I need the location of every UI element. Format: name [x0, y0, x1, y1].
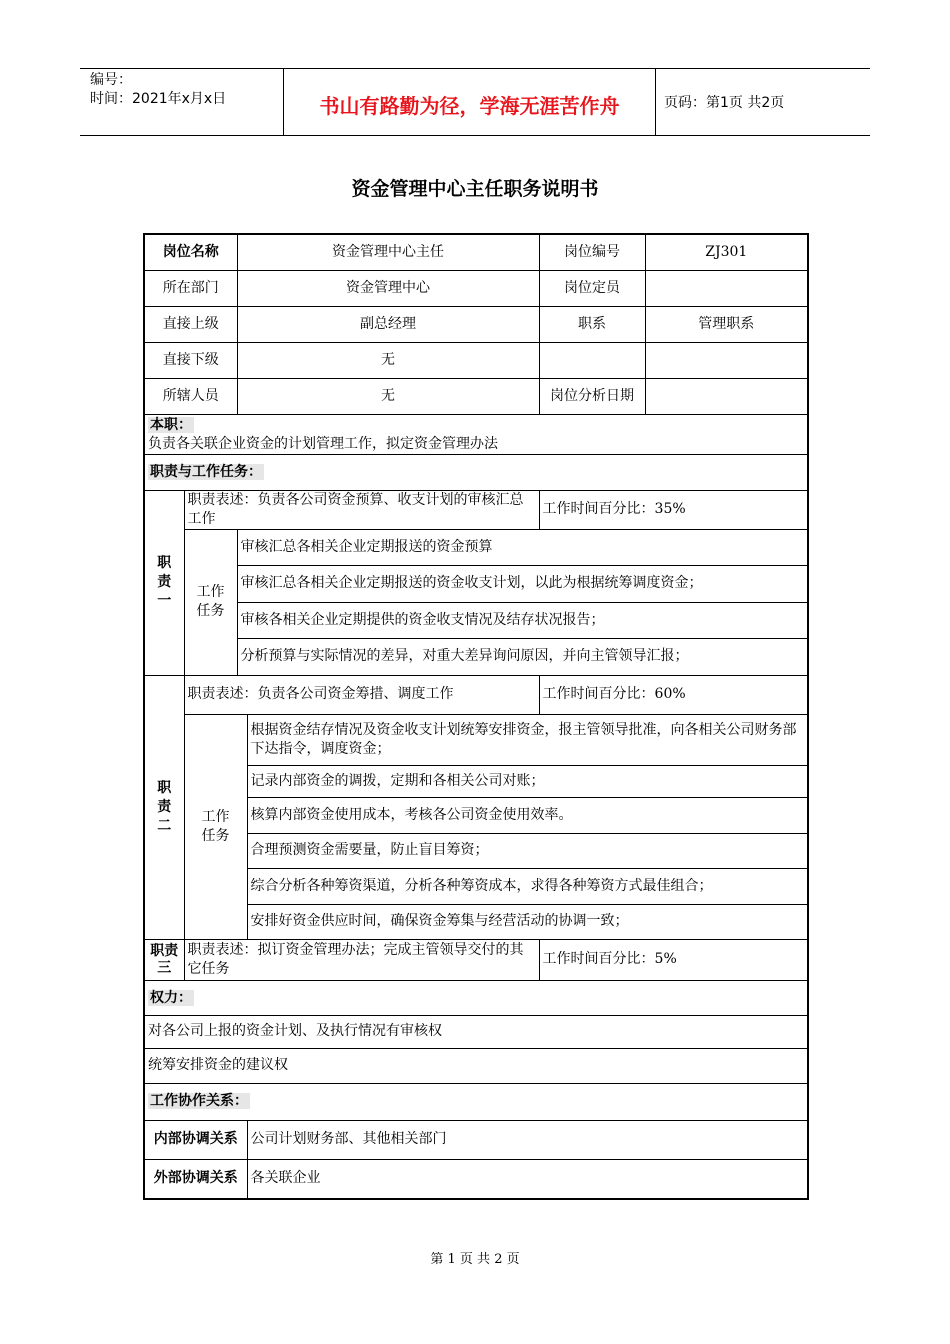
duty-1-task-3: 审核各相关企业定期提供的资金收支情况及结存状况报告；	[237, 602, 808, 638]
duty-2-desc-row	[144, 675, 808, 714]
core-duty-label: 本职：	[150, 416, 192, 433]
duty-2-tasks-label: 工作任务	[184, 714, 247, 939]
internal-relations-value: 公司计划财务部、其他相关部门	[247, 1120, 808, 1159]
duty-1-name: 职责一	[144, 490, 184, 675]
duty-1-task-row	[144, 565, 808, 602]
duty-2-percentage: 工作时间百分比：60%	[539, 675, 808, 714]
row-subordinate	[144, 342, 808, 378]
duty-1-desc: 职责表述：负责各公司资金预算、收支计划的审核汇总工作	[184, 490, 539, 529]
analysis-date-value	[645, 378, 808, 414]
duty-3-name: 职责三	[144, 939, 184, 980]
duty-3-percentage: 工作时间百分比：5%	[539, 939, 808, 980]
duties-heading-cell	[144, 454, 808, 490]
duties-heading: 职责与工作任务：	[150, 463, 262, 480]
authority-item-row	[144, 1015, 808, 1048]
subordinate-value: 无	[237, 342, 539, 378]
staff-label: 所辖人员	[144, 378, 237, 414]
duty-1-task-row	[144, 529, 808, 565]
staff-value: 无	[237, 378, 539, 414]
duty-2-name: 职责二	[144, 675, 184, 939]
row-internal-relations	[144, 1120, 808, 1159]
duty-2-task-3: 核算内部资金使用成本，考核各公司资金使用效率。	[247, 797, 808, 833]
post-number-label: 岗位编号	[539, 234, 645, 270]
row-duties-heading	[144, 454, 808, 490]
job-description-table	[143, 233, 809, 1200]
duty-2-desc: 职责表述：负责各公司资金筹措、调度工作	[184, 675, 539, 714]
relations-heading: 工作协作关系：	[150, 1092, 248, 1109]
department-label: 所在部门	[144, 270, 237, 306]
post-name-label: 岗位名称	[144, 234, 237, 270]
external-relations-value: 各关联企业	[247, 1159, 808, 1199]
job-series-value: 管理职系	[645, 306, 808, 342]
duty-1-task-1: 审核汇总各相关企业定期报送的资金预算	[237, 529, 808, 565]
duty-1-task-4: 分析预算与实际情况的差异，对重大差异询问原因，并向主管领导汇报；	[237, 638, 808, 675]
duty-2-task-row	[144, 714, 808, 765]
department-value: 资金管理中心	[237, 270, 539, 306]
authority-item-1: 对各公司上报的资金计划、及执行情况有审核权	[144, 1015, 808, 1048]
header-motto: 书山有路勤为径，学海无涯苦作舟	[319, 94, 620, 118]
row-superior	[144, 306, 808, 342]
row-relations-heading	[144, 1083, 808, 1120]
duty-2-task-5: 综合分析各种筹资渠道，分析各种筹资成本，求得各种筹资方式最佳组合；	[247, 868, 808, 904]
duty-1-desc-row	[144, 490, 808, 529]
duty-1-task-2: 审核汇总各相关企业定期报送的资金收支计划，以此为根据统筹调度资金；	[237, 565, 808, 602]
duty-2-task-1: 根据资金结存情况及资金收支计划统筹安排资金，报主管领导批准，向各相关公司财务部下达指令，调度资金；	[247, 714, 808, 765]
duty-1-tasks-label: 工作任务	[184, 529, 237, 675]
duty-3-desc: 职责表述：拟订资金管理办法；完成主管领导交付的其它任务	[184, 939, 539, 980]
post-name-value: 资金管理中心主任	[237, 234, 539, 270]
duty-2-task-2: 记录内部资金的调拨，定期和各相关公司对账；	[247, 765, 808, 797]
superior-value: 副总经理	[237, 306, 539, 342]
header-divider-right	[655, 68, 656, 136]
doc-time-label: 时间：2021年x月x日	[90, 91, 227, 107]
external-relations-label: 外部协调关系	[144, 1159, 247, 1199]
analysis-date-label: 岗位分析日期	[539, 378, 645, 414]
post-number-value: ZJ301	[645, 234, 808, 270]
duty-2-task-6: 安排好资金供应时间，确保资金筹集与经营活动的协调一致；	[247, 904, 808, 939]
empty-cell	[539, 342, 645, 378]
duty-1-task-row	[144, 602, 808, 638]
superior-label: 直接上级	[144, 306, 237, 342]
duty-1-percentage: 工作时间百分比：35%	[539, 490, 808, 529]
doc-number-label: 编号：	[90, 72, 132, 88]
header-bottom-rule	[80, 135, 870, 136]
page-footer: 第 1 页 共 2 页	[430, 1252, 520, 1267]
subordinate-label: 直接下级	[144, 342, 237, 378]
authority-item-2: 统筹安排资金的建议权	[144, 1048, 808, 1083]
row-authority-heading	[144, 980, 808, 1015]
row-core-duty	[144, 414, 808, 454]
row-department	[144, 270, 808, 306]
page-indicator: 页码：第1页 共2页	[664, 95, 785, 111]
duty-2-task-4: 合理预测资金需要量，防止盲目筹资；	[247, 833, 808, 868]
row-post-name	[144, 234, 808, 270]
duty-3-row	[144, 939, 808, 980]
header-top-rule	[80, 68, 870, 69]
duty-1-task-row	[144, 638, 808, 675]
core-duty-text: 负责各关联企业资金的计划管理工作，拟定资金管理办法	[148, 435, 498, 452]
empty-cell	[645, 342, 808, 378]
core-duty-cell	[144, 414, 808, 454]
relations-heading-cell	[144, 1083, 808, 1120]
authority-heading: 权力：	[150, 989, 192, 1006]
page-title: 资金管理中心主任职务说明书	[351, 178, 599, 200]
authority-heading-cell	[144, 980, 808, 1015]
row-staff	[144, 378, 808, 414]
job-series-label: 职系	[539, 306, 645, 342]
internal-relations-label: 内部协调关系	[144, 1120, 247, 1159]
authority-item-row	[144, 1048, 808, 1083]
row-external-relations	[144, 1159, 808, 1199]
post-quota-label: 岗位定员	[539, 270, 645, 306]
post-quota-value	[645, 270, 808, 306]
